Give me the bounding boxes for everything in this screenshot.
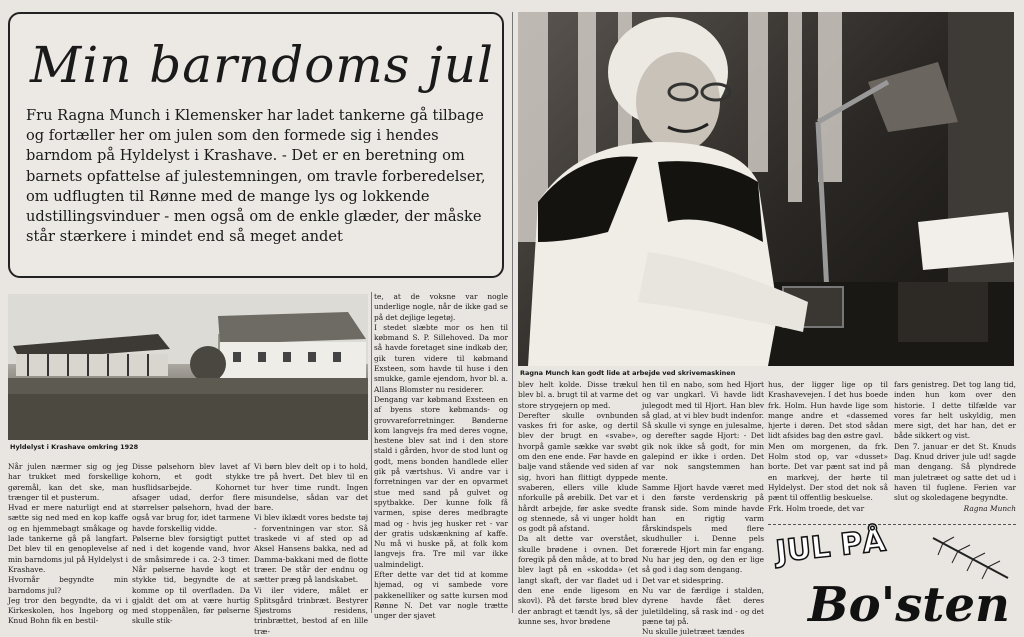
paragraph: Men om morgenen, da frk. Holm stod op, var «dusset» borte. Det var pænt sat ind på en markvej, der hørte til Hyldelyst. Der stod det nok så pænt til offentlig beskuelse. xyxy=(768,441,888,503)
paragraph: Jeg tror den begyndte, da vi i Kirkeskolen, hos Ingeborg og Knud Bohn fik en bestil- xyxy=(8,595,128,626)
paragraph: blev helt kolde. Disse trækul blev bl. a. brugt til at varme det store strygejern op med. xyxy=(518,380,638,410)
paragraph: Vi blev iklædt vores bedste tøj - forventningen var stor. Så traskede vi af sted op ad Aksel Hansens bakka, ned ad Damma-bakkani med de flotte træer. De står der endnu og sætter præg på landskabet. xyxy=(254,513,368,585)
column-rule xyxy=(371,292,372,613)
paragraph: Det var et sidespring. xyxy=(642,575,724,585)
paragraph: Vi børn blev delt op i to hold, tre på hvert. Det blev til en tur hver time rundt. Ingen misundelse, sådan var det bare. xyxy=(254,462,368,513)
paragraph: Når julen nærmer sig og jeg har trukket med forskellige gøremål, kan det ske, man trænger til et pusterum. xyxy=(8,462,128,502)
paragraph: Disse pølsehorn blev lavet af kohorn, et godt stykke husflidsarbejde. Kohornet afsager udad, derfor flere størrelser pølsehorn, hvad der også var brug for, idet tarmene havde forskellig vidde. xyxy=(132,462,250,533)
paragraph: fars genistreg. Det tog lang tid, inden hun kom over den historie. I dette tilfælde var vores far helt uskyldig, men mere sigt, det har han, det er både sikkert og vist. xyxy=(894,380,1016,441)
woman-at-typewriter-photo xyxy=(518,12,1014,366)
text-column-8 xyxy=(894,380,1016,520)
paragraph: Pølserne blev forsigtigt puttet ned i det kogende vand, hvor de småsimrede i ca. 2-3 timer. Når pølserne havde kogt et stykke tid, begyndte de at komme op til overfladen. Da gjaldt det om at være hurtig med stoppenålen, før pølserne skulle stik- xyxy=(132,534,250,626)
farm-photo-caption: Hyldelyst i Krashave omkring 1928 xyxy=(10,443,139,451)
article-title: Min barndoms jul xyxy=(30,36,494,94)
text-column-3 xyxy=(254,462,368,636)
text-column-1 xyxy=(8,462,128,626)
text-column-6 xyxy=(642,380,764,637)
author-signature: Ragna Munch xyxy=(963,503,1016,513)
paragraph: Hvad er mere naturligt end at sætte sig ned med en kop kaffe og en hjemmebagt småkage og lade tankerne gå på langfart. Det blev til en genoplevelse af min barndoms jul på Hyldelyst i Krashave. xyxy=(8,503,128,574)
paragraph: Efter dette var det tid at komme hjemad, og vi sambede vore pakkenelliker og satte kursen mod Rønne N. Det var nogle trætte unger der sjavet xyxy=(374,570,508,621)
column-rule xyxy=(512,12,513,613)
text-column-4 xyxy=(374,292,508,621)
paragraph: Nu skulle juletræet tændes xyxy=(642,627,745,637)
paragraph: Den 7. januar er det St. Knuds Dag. Knud driver jule ud! sagde man dengang. Så plyndrede man juletræet og satte det ud i haven til fuglene. Ferien var slut og skoledagene begyndte. xyxy=(894,441,1016,503)
text-column-2 xyxy=(132,462,250,626)
jul-promo-box xyxy=(768,523,1016,633)
paragraph: Nu var de færdige i stalden, dyrene havde fået deres juletildeling, så rask ind - og det pæne tøj på. xyxy=(642,585,764,626)
paragraph: Samme Hjort havde været med i den første verdenskrig på fransk side. Som minde havde han en rigtig varm fårskindspels med flere skudhuller i. Denne pels forærede Hjort min far engang. Nu har jeg den, og den er lige så god i dag som dengang. xyxy=(642,482,764,575)
paragraph: Frk. Holm troede, det var xyxy=(768,503,865,513)
jul-promo-subheading: Bo'sten xyxy=(808,577,1010,633)
text-column-5 xyxy=(518,380,638,626)
jul-promo-heading: JUL PÅ xyxy=(774,523,888,570)
paragraph: Derefter skulle ovnbunden vaskes fri for aske, og dertil blev der brugt en «svabe», hvorpå gamle sække var svøbt om den ene ende. Før havde en balje vand stående ved siden af sig, hvori han flittigt dyppede svaberen, ellers ville klude nforkulle på ørebilk. Det var et hårdt arbejde, før aske svedte og stennede, så vi unger holdt os godt på afstand. xyxy=(518,410,638,534)
text-column-7 xyxy=(768,380,888,520)
paragraph: I stedet slæbte mor os hen til købmand S. P. Sillehoved. Da mor så havde foretaget sine indkøb der, gik turen videre til købmand Exsteen, som havde til huse i den smukke, gamle ejendom, hvor bl. a. Allans Blomster nu residerer. xyxy=(374,322,508,394)
paragraph: Hvornår begyndte min barndoms jul? xyxy=(8,575,128,595)
paragraph: Da alt dette var overstået, skulle brødene i ovnen. Det foregik på den måde, at to brød blev lagt på en «skodda» (et langt skaft, der var fladet ud i den ene ende ligesom en skovl). På det første brød blev der anbragt et tændt lys, så der kunne ses, hvor brødene xyxy=(518,534,638,626)
fir-branch-icon xyxy=(928,533,1013,583)
paragraph: hen til en nabo, som hed Hjort og var ungkarl. Vi havde lidt julegodt med til Hjort. Han blev så glad, at vi blev budt indenfor. Så skulle vi synge en julesalme, og derefter sagde Hjort: - Det gik nok ikke så godt, for min galepind er ikke i orden. Det var nok sangstemmen han mente. xyxy=(642,380,764,482)
paragraph: Vi iler videre, målet er Splitsgård trinbræt. Bestyrer Sjøstroms residens, trinbrættet, bestod af en lille træ- xyxy=(254,585,368,636)
article-lead: Fru Ragna Munch i Klemensker har ladet tankerne gå tilbage og fortæller her om julen som den formede sig i hendes barndom på Hyldelyst i Krashave. - Det er en beretning om barnets opfattelse af julestemningen, om travle forberedelser, om udflugten til Rønne med de mange lys og lokkende udstillingsvinduer - men også om de enkle glæder, der måske står stærkere i mindet end så meget andet xyxy=(26,107,486,246)
paragraph: te, at de voksne var nogle underlige nogle, når de ikke gad se på det dejlige legetøj. xyxy=(374,292,508,322)
woman-photo-caption: Ragna Munch kan godt lide at arbejde ved skrivemaskinen xyxy=(520,369,736,377)
farm-photo xyxy=(8,294,368,440)
paragraph: Dengang var købmand Exsteen en af byens store købmands- og grovvareforretninger. Bønderne kom langvejs fra med deres vogne, hestene blev sat ind i den store stald i gården, hvor de stod lunt og godt, mens bonden handlede eller gik på værtshus. Vi andre var i forretningen var der en opvarmet stue med sand på gulvet og spytbakke. Der kunne folk få varmen, spise deres medbragte mad og - hvis jeg husker ret - var der gratis udskænkning af kaffe. Nu må vi huske på, at folk kom langvejs fra. Tre mil var ikke ualmindeligt. xyxy=(374,394,508,569)
paragraph: hus, der ligger lige op til Krashavevejen. I det hus boede frk. Holm. Hun havde lige som mange andre et «dassemed hjerte i døren. Det stod sådan lidt afsides bag den østre gavl. xyxy=(768,380,888,441)
